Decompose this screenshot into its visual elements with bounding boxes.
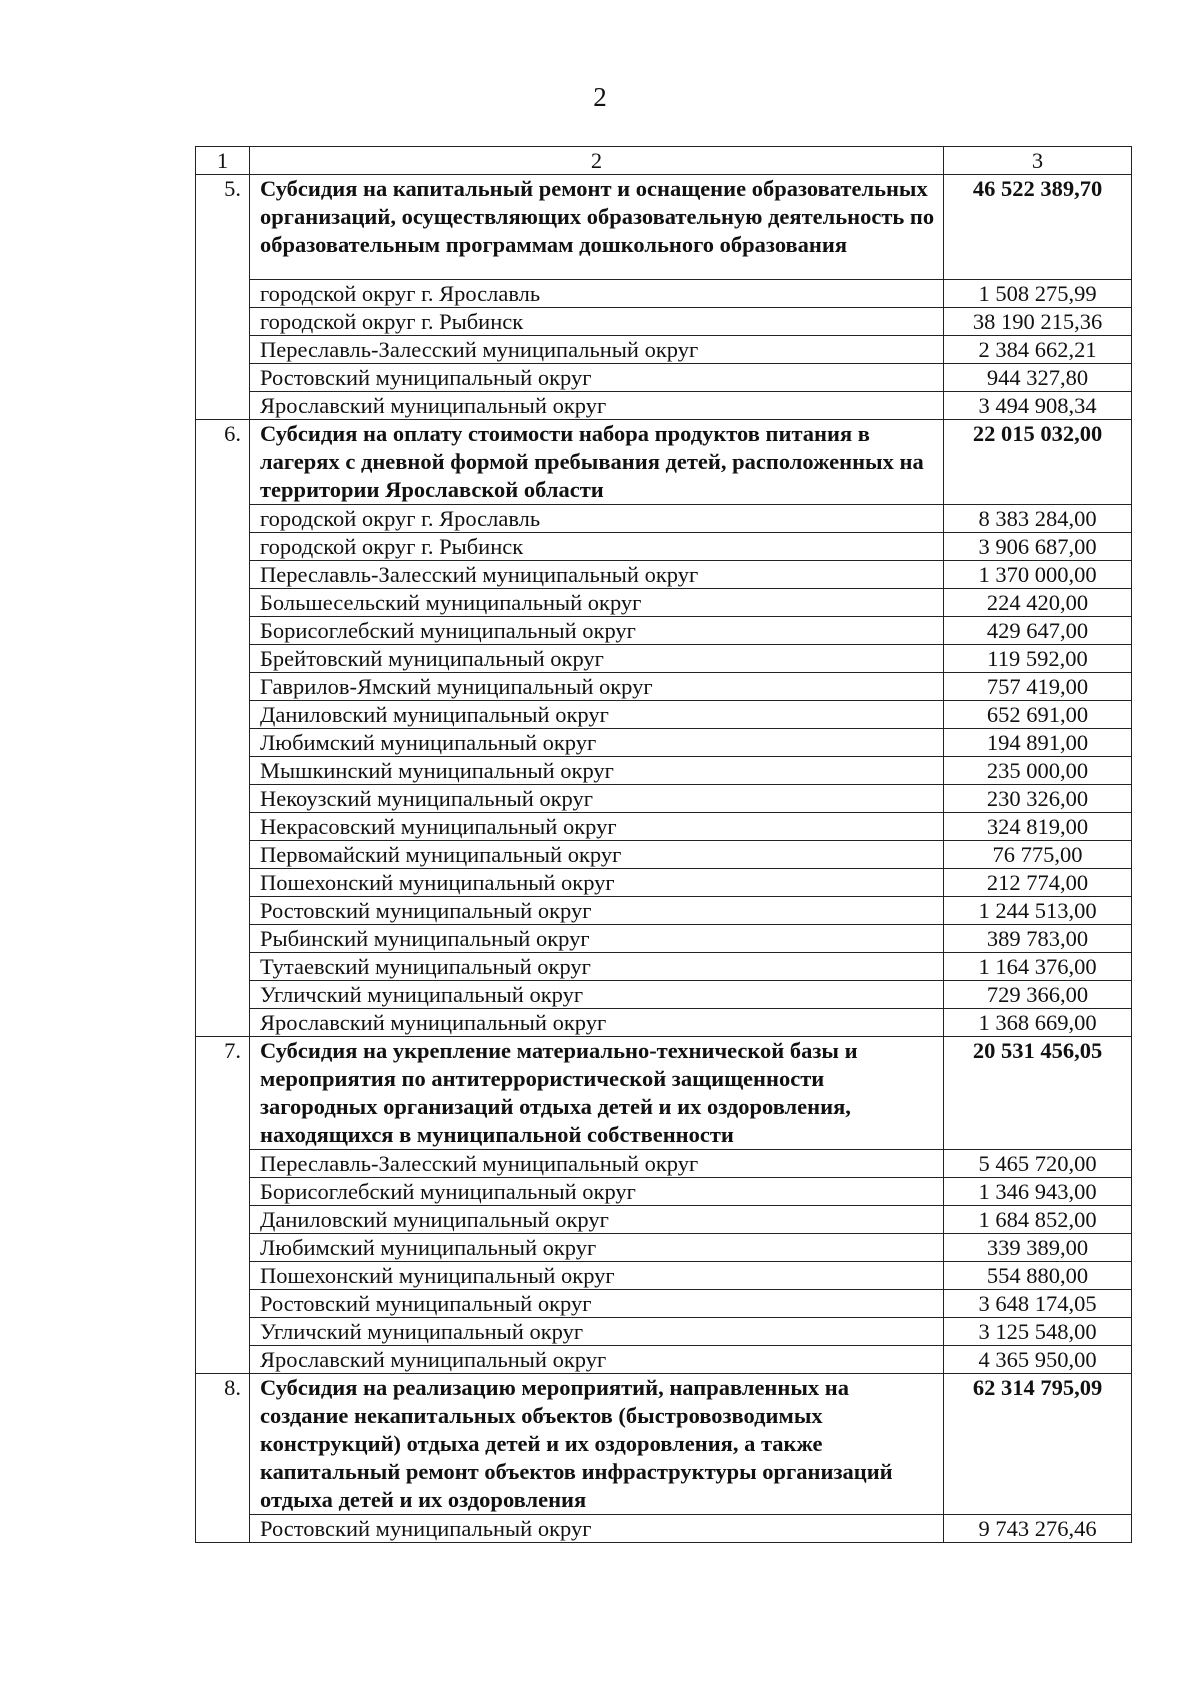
- section-title: Субсидия на капитальный ремонт и оснащение образовательных организаций, осуществляющих образовательную деятельность по образовательным программам дошкольного образования: [250, 175, 944, 280]
- municipality-name: Первомайский муниципальный округ: [250, 841, 944, 869]
- subsidy-amount: 1 164 376,00: [944, 953, 1132, 981]
- subsidy-amount: 1 508 275,99: [944, 280, 1132, 308]
- municipality-name: Гаврилов-Ямский муниципальный округ: [250, 673, 944, 701]
- municipality-name: Пошехонский муниципальный округ: [250, 869, 944, 897]
- section-row: [196, 1037, 1132, 1150]
- table-row: [196, 869, 1132, 897]
- table-row: [196, 785, 1132, 813]
- subsidy-amount: 652 691,00: [944, 701, 1132, 729]
- subsidy-amount: 235 000,00: [944, 757, 1132, 785]
- subsidy-table: [195, 146, 1132, 1543]
- subsidy-amount: 554 880,00: [944, 1262, 1132, 1290]
- section-total: 62 314 795,09: [944, 1374, 1132, 1515]
- page-number: 2: [593, 82, 607, 112]
- table-row: [196, 1262, 1132, 1290]
- table-row: [196, 1318, 1132, 1346]
- municipality-name: Угличский муниципальный округ: [250, 981, 944, 1009]
- municipality-name: Переславль-Залесский муниципальный округ: [250, 561, 944, 589]
- municipality-name: Угличский муниципальный округ: [250, 1318, 944, 1346]
- municipality-name: Ростовский муниципальный округ: [250, 364, 944, 392]
- municipality-name: Рыбинский муниципальный округ: [250, 925, 944, 953]
- municipality-name: Ростовский муниципальный округ: [250, 897, 944, 925]
- subsidy-amount: 429 647,00: [944, 617, 1132, 645]
- table-row: [196, 1234, 1132, 1262]
- table-row: [196, 364, 1132, 392]
- subsidy-amount: 38 190 215,36: [944, 308, 1132, 336]
- section-number: 6.: [196, 420, 250, 1037]
- table-row: [196, 813, 1132, 841]
- section-total: 46 522 389,70: [944, 175, 1132, 280]
- table-row: [196, 645, 1132, 673]
- table-row: [196, 280, 1132, 308]
- header-cell-value: 3: [944, 147, 1132, 175]
- subsidy-amount: 324 819,00: [944, 813, 1132, 841]
- section-total: 22 015 032,00: [944, 420, 1132, 505]
- subsidy-amount: 4 365 950,00: [944, 1346, 1132, 1374]
- subsidy-amount: 8 383 284,00: [944, 505, 1132, 533]
- table-row: [196, 953, 1132, 981]
- municipality-name: Большесельский муниципальный округ: [250, 589, 944, 617]
- subsidy-amount: 194 891,00: [944, 729, 1132, 757]
- table-row: [196, 1290, 1132, 1318]
- table-row: [196, 673, 1132, 701]
- municipality-name: Некоузский муниципальный округ: [250, 785, 944, 813]
- table-row: [196, 729, 1132, 757]
- subsidy-amount: 944 327,80: [944, 364, 1132, 392]
- table-header-row: [196, 147, 1132, 175]
- municipality-name: Любимский муниципальный округ: [250, 729, 944, 757]
- header-cell-number: 1: [196, 147, 250, 175]
- subsidy-amount: 230 326,00: [944, 785, 1132, 813]
- subsidy-amount: 339 389,00: [944, 1234, 1132, 1262]
- section-row: [196, 175, 1132, 280]
- section-title: Субсидия на укрепление материально-технической базы и мероприятия по антитеррористической защищенности загородных организаций отдыха детей и их оздоровления, находящихся в муниципальной собственности: [250, 1037, 944, 1150]
- municipality-name: Борисоглебский муниципальный округ: [250, 1178, 944, 1206]
- subsidy-amount: 729 366,00: [944, 981, 1132, 1009]
- table-row: [196, 841, 1132, 869]
- section-total: 20 531 456,05: [944, 1037, 1132, 1150]
- table-row: [196, 1150, 1132, 1178]
- table-row: [196, 561, 1132, 589]
- subsidy-amount: 3 648 174,05: [944, 1290, 1132, 1318]
- municipality-name: Борисоглебский муниципальный округ: [250, 617, 944, 645]
- subsidy-amount: 119 592,00: [944, 645, 1132, 673]
- municipality-name: Даниловский муниципальный округ: [250, 1206, 944, 1234]
- subsidy-amount: 389 783,00: [944, 925, 1132, 953]
- subsidy-amount: 1 346 943,00: [944, 1178, 1132, 1206]
- table-row: [196, 308, 1132, 336]
- subsidy-amount: 757 419,00: [944, 673, 1132, 701]
- subsidy-amount: 3 494 908,34: [944, 392, 1132, 420]
- subsidy-amount: 224 420,00: [944, 589, 1132, 617]
- table-row: [196, 336, 1132, 364]
- table-row: [196, 392, 1132, 420]
- municipality-name: городской округ г. Ярославль: [250, 280, 944, 308]
- section-row: [196, 1374, 1132, 1515]
- municipality-name: городской округ г. Ярославль: [250, 505, 944, 533]
- municipality-name: Переславль-Залесский муниципальный округ: [250, 336, 944, 364]
- subsidy-amount: 212 774,00: [944, 869, 1132, 897]
- table-row: [196, 617, 1132, 645]
- municipality-name: Ярославский муниципальный округ: [250, 1009, 944, 1037]
- subsidy-amount: 76 775,00: [944, 841, 1132, 869]
- municipality-name: Ростовский муниципальный округ: [250, 1290, 944, 1318]
- table-row: [196, 1515, 1132, 1543]
- section-number: 5.: [196, 175, 250, 420]
- table-row: [196, 981, 1132, 1009]
- table-row: [196, 701, 1132, 729]
- section-title: Субсидия на оплату стоимости набора продуктов питания в лагерях с дневной формой пребывания детей, расположенных на территории Ярославской области: [250, 420, 944, 505]
- municipality-name: городской округ г. Рыбинск: [250, 533, 944, 561]
- section-number: 7.: [196, 1037, 250, 1374]
- subsidy-amount: 1 244 513,00: [944, 897, 1132, 925]
- municipality-name: Любимский муниципальный округ: [250, 1234, 944, 1262]
- municipality-name: Ростовский муниципальный округ: [250, 1515, 944, 1543]
- subsidy-amount: 1 370 000,00: [944, 561, 1132, 589]
- municipality-name: Брейтовский муниципальный округ: [250, 645, 944, 673]
- table-row: [196, 1178, 1132, 1206]
- table-row: [196, 505, 1132, 533]
- section-row: [196, 420, 1132, 505]
- subsidy-amount: 3 125 548,00: [944, 1318, 1132, 1346]
- municipality-name: городской округ г. Рыбинск: [250, 308, 944, 336]
- municipality-name: Переславль-Залесский муниципальный округ: [250, 1150, 944, 1178]
- table-row: [196, 1206, 1132, 1234]
- subsidy-amount: 9 743 276,46: [944, 1515, 1132, 1543]
- section-number: 8.: [196, 1374, 250, 1543]
- municipality-name: Пошехонский муниципальный округ: [250, 1262, 944, 1290]
- table-row: [196, 925, 1132, 953]
- subsidy-amount: 2 384 662,21: [944, 336, 1132, 364]
- subsidy-amount: 5 465 720,00: [944, 1150, 1132, 1178]
- table-row: [196, 1009, 1132, 1037]
- subsidy-amount: 3 906 687,00: [944, 533, 1132, 561]
- municipality-name: Некрасовский муниципальный округ: [250, 813, 944, 841]
- municipality-name: Даниловский муниципальный округ: [250, 701, 944, 729]
- municipality-name: Ярославский муниципальный округ: [250, 1346, 944, 1374]
- table-row: [196, 897, 1132, 925]
- subsidy-amount: 1 684 852,00: [944, 1206, 1132, 1234]
- table-row: [196, 757, 1132, 785]
- subsidy-amount: 1 368 669,00: [944, 1009, 1132, 1037]
- header-cell-name: 2: [250, 147, 944, 175]
- municipality-name: Мышкинский муниципальный округ: [250, 757, 944, 785]
- table-row: [196, 1346, 1132, 1374]
- section-title: Субсидия на реализацию мероприятий, направленных на создание некапитальных объектов (быстровозводимых конструкций) отдыха детей и их оздоровления, а также капитальный ремонт объектов инфраструктуры организаций отдыха детей и их оздоровления: [250, 1374, 944, 1515]
- table-row: [196, 589, 1132, 617]
- table-row: [196, 533, 1132, 561]
- municipality-name: Тутаевский муниципальный округ: [250, 953, 944, 981]
- municipality-name: Ярославский муниципальный округ: [250, 392, 944, 420]
